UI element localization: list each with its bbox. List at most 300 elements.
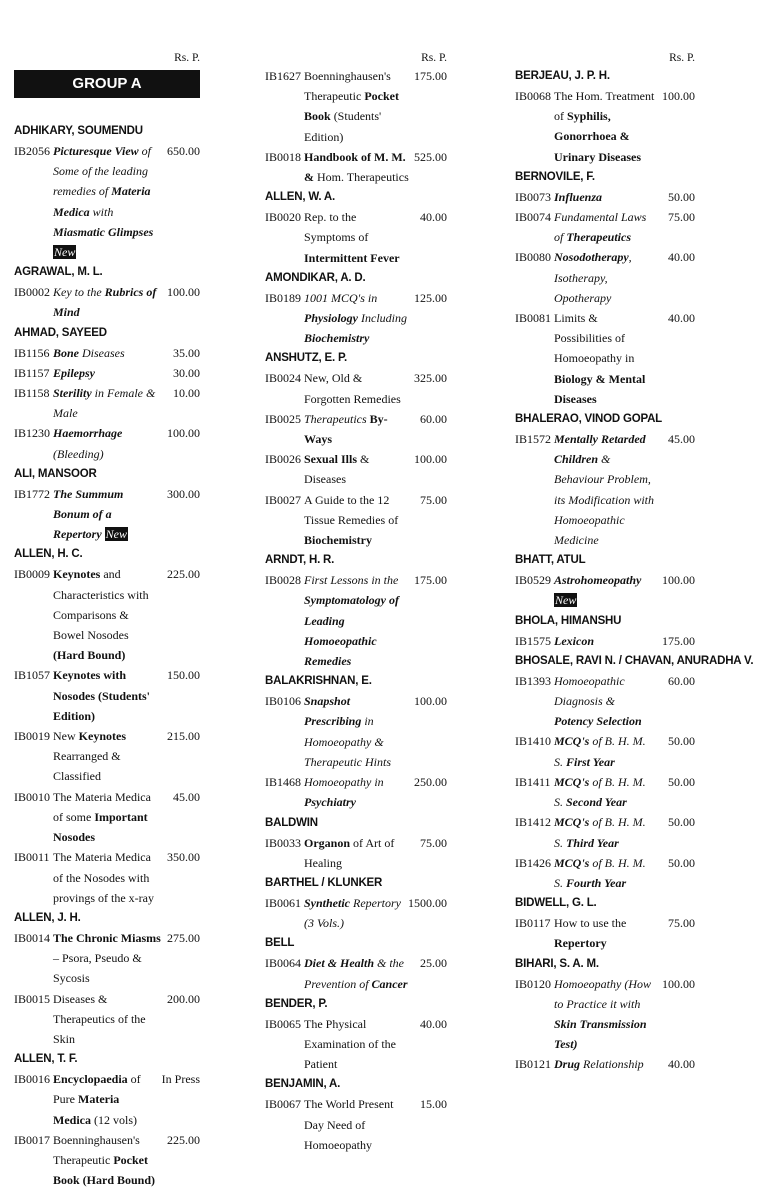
title-fragment: in Female & Male bbox=[53, 386, 156, 421]
book-price: 75.00 bbox=[668, 916, 695, 931]
author-name: BHALERAO, VINOD GOPAL bbox=[515, 413, 663, 426]
book-price: 10.00 bbox=[173, 386, 200, 401]
title-fragment: The Chronic Miasms bbox=[53, 930, 161, 945]
book-price: 225.00 bbox=[167, 1132, 200, 1147]
book-entry bbox=[515, 187, 695, 207]
book-price: 100.00 bbox=[167, 285, 200, 300]
title-fragment: Synthetic bbox=[304, 895, 351, 910]
title-fragment: , Isotherapy, Opotherapy bbox=[554, 250, 632, 305]
book-code: IB0011 bbox=[14, 850, 50, 865]
book-code: IB0016 bbox=[14, 1072, 50, 1087]
book-code: IB0020 bbox=[265, 210, 301, 225]
book-title bbox=[53, 1130, 166, 1190]
book-title bbox=[554, 631, 661, 651]
title-fragment: (12 vols) bbox=[91, 1112, 137, 1127]
book-code: IB0073 bbox=[515, 189, 551, 204]
title-fragment: The Physical Examination of the Patient bbox=[304, 1016, 396, 1072]
book-entry bbox=[515, 631, 695, 651]
title-fragment: Repertory bbox=[554, 936, 607, 951]
book-title bbox=[304, 288, 413, 349]
author-name: BHOSALE, RAVI N. / CHAVAN, ANURADHA V. bbox=[515, 654, 754, 667]
title-fragment: How to use the bbox=[554, 916, 627, 931]
title-fragment: with bbox=[89, 204, 114, 219]
book-price: 100.00 bbox=[167, 426, 200, 441]
title-fragment: Syphilis, Gonorrhoea & Urinary Diseases bbox=[554, 109, 641, 164]
book-code: IB0019 bbox=[14, 729, 50, 744]
title-fragment: Limits & Possibilities of Homoeopathy in bbox=[554, 311, 635, 366]
book-title bbox=[53, 564, 166, 665]
title-fragment: Keynotes with Nosodes (Students' Edition) bbox=[53, 668, 151, 723]
book-price: 40.00 bbox=[420, 1016, 447, 1031]
book-entry bbox=[14, 383, 200, 423]
title-fragment: (Students' Edition) bbox=[304, 109, 382, 144]
title-fragment: Skin Transmission Test) bbox=[554, 1016, 647, 1052]
book-entry bbox=[14, 423, 200, 463]
author-name: BHATT, ATUL bbox=[515, 554, 586, 567]
book-code: IB0081 bbox=[515, 311, 551, 326]
book-title bbox=[53, 282, 166, 322]
book-entry bbox=[515, 671, 695, 732]
title-fragment: Mentally Retarded Children bbox=[554, 432, 646, 467]
title-fragment: Miasmatic Glimpses bbox=[53, 224, 154, 239]
book-title bbox=[53, 989, 166, 1050]
book-entry bbox=[14, 787, 200, 848]
book-entry bbox=[265, 893, 447, 933]
book-entry bbox=[14, 1069, 200, 1130]
title-fragment: Epilepsy bbox=[53, 365, 95, 380]
title-fragment: Therapeutics bbox=[304, 411, 370, 426]
book-entry bbox=[14, 989, 200, 1050]
title-fragment: MCQ's bbox=[554, 734, 590, 749]
book-code: IB1411 bbox=[515, 774, 551, 789]
title-fragment: Symptomatology of Leading Homoeopathic Remedies bbox=[304, 593, 399, 669]
book-title bbox=[554, 207, 661, 247]
book-entry bbox=[265, 368, 447, 408]
title-fragment: Picturesque View bbox=[53, 144, 139, 158]
title-fragment: Including bbox=[358, 311, 407, 326]
title-fragment: Organon bbox=[304, 835, 351, 850]
author-name: ADHIKARY, SOUMENDU bbox=[14, 125, 143, 137]
book-price: 225.00 bbox=[167, 567, 200, 582]
title-fragment: Potency Selection bbox=[554, 714, 642, 729]
book-price: In Press bbox=[161, 1072, 200, 1087]
title-fragment: Key to the bbox=[53, 285, 105, 300]
title-fragment: Nosodotherapy bbox=[554, 250, 629, 265]
title-fragment: Diseases bbox=[79, 345, 125, 360]
book-price: 50.00 bbox=[668, 774, 695, 789]
title-fragment: Handbook of M. M. & bbox=[304, 149, 406, 185]
book-entry bbox=[14, 484, 200, 545]
book-entry bbox=[14, 343, 200, 363]
book-title bbox=[304, 570, 413, 671]
entry-list bbox=[515, 66, 754, 1075]
title-fragment: Homoeopathy in bbox=[304, 775, 384, 790]
book-price: 45.00 bbox=[173, 789, 200, 804]
new-badge: New bbox=[54, 245, 76, 260]
book-price: 350.00 bbox=[167, 850, 200, 865]
title-fragment: of Art of Healing bbox=[304, 835, 395, 870]
book-price: 100.00 bbox=[414, 694, 447, 709]
book-title bbox=[554, 308, 661, 409]
author-name: ARNDT, H. R. bbox=[265, 554, 335, 567]
book-entry bbox=[515, 570, 695, 610]
author-name: AGRAWAL, M. L. bbox=[14, 266, 103, 279]
title-fragment: Intermittent Fever bbox=[304, 250, 400, 265]
title-fragment: & Behaviour Problem, its Modification with Homoeopathic Medicine bbox=[554, 452, 655, 548]
entry-list bbox=[14, 121, 200, 1190]
book-code: IB1627 bbox=[265, 69, 301, 83]
title-fragment: Third Year bbox=[566, 835, 619, 850]
book-price: 100.00 bbox=[662, 573, 695, 588]
title-fragment: Fourth Year bbox=[566, 875, 627, 890]
author-name: BALAKRISHNAN, E. bbox=[265, 675, 372, 688]
book-price: 50.00 bbox=[668, 734, 695, 749]
book-title bbox=[304, 449, 413, 489]
author-name: BARTHEL / KLUNKER bbox=[265, 876, 383, 889]
book-title bbox=[304, 691, 413, 772]
author-name: BENDER, P. bbox=[265, 997, 328, 1010]
author-name: BIHARI, S. A. M. bbox=[515, 957, 599, 970]
book-price: 40.00 bbox=[668, 250, 695, 265]
title-fragment: Repertory (3 Vols.) bbox=[304, 895, 401, 931]
book-code: IB0074 bbox=[515, 210, 551, 225]
book-price: 125.00 bbox=[414, 290, 447, 305]
title-fragment: of B. H. M. S. bbox=[554, 855, 646, 890]
book-price: 35.00 bbox=[173, 345, 200, 360]
book-price: 100.00 bbox=[662, 89, 695, 103]
book-title bbox=[304, 490, 413, 551]
book-entry bbox=[265, 691, 447, 772]
author-name: ALLEN, H. C. bbox=[14, 548, 83, 561]
author-name: BELL bbox=[265, 937, 295, 950]
title-fragment: – Psora, Pseudo & Sycosis bbox=[53, 951, 142, 986]
book-entry bbox=[515, 429, 695, 550]
book-code: IB0068 bbox=[515, 89, 551, 103]
book-entry bbox=[14, 847, 200, 908]
book-entry bbox=[515, 1054, 695, 1074]
book-price: 1500.00 bbox=[408, 895, 447, 910]
book-code: IB1156 bbox=[14, 345, 50, 360]
title-fragment: in Homoeopathy & Therapeutic Hints bbox=[304, 714, 391, 769]
title-fragment: Psychiatry bbox=[304, 795, 356, 810]
book-title bbox=[304, 409, 413, 449]
book-price: 175.00 bbox=[414, 69, 447, 83]
book-title bbox=[304, 147, 413, 187]
title-fragment: Snapshot Prescribing bbox=[304, 694, 362, 729]
book-code: IB0189 bbox=[265, 290, 301, 305]
book-entry bbox=[265, 833, 447, 873]
title-fragment: First Lessons in the bbox=[304, 573, 399, 588]
book-entry bbox=[14, 928, 200, 989]
book-code: IB0010 bbox=[14, 789, 50, 804]
author-name: ANSHUTZ, E. P. bbox=[265, 352, 347, 365]
book-code: IB0018 bbox=[265, 149, 301, 164]
title-fragment: and Characteristics with Comparisons & Bowel Nosodes bbox=[53, 567, 149, 643]
book-title bbox=[554, 731, 661, 771]
book-price: 175.00 bbox=[414, 573, 447, 588]
title-fragment: Sexual Ills bbox=[304, 452, 358, 467]
title-fragment: Bone bbox=[53, 345, 80, 360]
title-fragment: New, Old & Forgotten Remedies bbox=[304, 371, 401, 406]
book-code: IB0028 bbox=[265, 573, 301, 588]
title-fragment: Rubrics of Mind bbox=[53, 285, 157, 320]
title-fragment: Important Nosodes bbox=[53, 809, 148, 845]
title-fragment: A Guide to the 12 Tissue Remedies of bbox=[304, 492, 399, 527]
book-price: 40.00 bbox=[668, 1057, 695, 1072]
book-title bbox=[53, 787, 166, 848]
book-title bbox=[554, 812, 661, 852]
title-fragment: of B. H. M. S. bbox=[554, 815, 646, 850]
book-price: 15.00 bbox=[420, 1097, 447, 1112]
book-entry bbox=[515, 772, 695, 812]
book-entry bbox=[265, 772, 447, 812]
title-fragment: The Hom. Treatment of bbox=[554, 89, 655, 124]
book-code: IB0025 bbox=[265, 411, 301, 426]
author-name: BALDWIN bbox=[265, 816, 318, 829]
book-code: IB0120 bbox=[515, 976, 551, 991]
book-entry bbox=[265, 147, 447, 187]
title-fragment: Materia Medica bbox=[53, 184, 151, 219]
author-name: ALI, MANSOOR bbox=[14, 467, 97, 480]
book-title bbox=[53, 383, 166, 423]
book-title bbox=[554, 247, 661, 308]
book-entry bbox=[515, 812, 695, 852]
title-fragment: Homoeopathy (How to Practice it with bbox=[554, 976, 651, 1011]
title-fragment: Physiology bbox=[304, 311, 358, 326]
title-fragment: (Bleeding) bbox=[53, 446, 104, 461]
title-fragment: Rearranged & Classified bbox=[53, 749, 121, 784]
book-entry bbox=[14, 564, 200, 665]
book-title bbox=[304, 1094, 413, 1155]
title-fragment: Pocket Book bbox=[304, 89, 399, 124]
book-code: IB0027 bbox=[265, 492, 301, 507]
book-entry bbox=[515, 731, 695, 771]
book-title bbox=[554, 1054, 661, 1074]
book-title bbox=[304, 893, 408, 933]
title-fragment: of Some of the leading remedies of bbox=[53, 144, 152, 199]
book-title bbox=[53, 343, 166, 363]
book-code: IB1412 bbox=[515, 815, 551, 830]
book-code: IB1468 bbox=[265, 775, 301, 790]
title-fragment: Materia Medica bbox=[53, 1092, 120, 1127]
book-title bbox=[554, 187, 661, 207]
title-fragment: The Summum Bonum of a Repertory bbox=[53, 486, 124, 542]
title-fragment: MCQ's bbox=[554, 855, 590, 870]
book-title bbox=[554, 429, 661, 550]
book-entry bbox=[265, 449, 447, 489]
book-entry bbox=[14, 1130, 200, 1190]
book-title bbox=[554, 570, 661, 610]
book-price: 325.00 bbox=[414, 371, 447, 386]
book-price: 40.00 bbox=[420, 210, 447, 225]
book-title bbox=[304, 833, 413, 873]
price-header: Rs. P. bbox=[421, 52, 447, 64]
title-fragment: Relationship bbox=[580, 1057, 644, 1072]
book-price: 275.00 bbox=[167, 930, 200, 945]
price-header: Rs. P. bbox=[669, 52, 695, 64]
book-entry bbox=[515, 974, 695, 1055]
book-code: IB0015 bbox=[14, 991, 50, 1006]
book-title bbox=[304, 66, 413, 147]
book-price: 60.00 bbox=[420, 411, 447, 426]
book-price: 25.00 bbox=[420, 956, 447, 971]
author-name: BERNOVILE, F. bbox=[515, 170, 595, 183]
book-code: IB1426 bbox=[515, 855, 551, 870]
book-code: IB0014 bbox=[14, 930, 50, 945]
book-price: 100.00 bbox=[414, 452, 447, 467]
book-price: 525.00 bbox=[414, 149, 447, 164]
title-fragment: Astrohomeopathy bbox=[554, 573, 642, 588]
book-entry bbox=[515, 853, 695, 893]
book-code: IB0033 bbox=[265, 835, 301, 850]
book-price: 75.00 bbox=[420, 835, 447, 850]
book-price: 75.00 bbox=[420, 492, 447, 507]
book-entry bbox=[265, 66, 447, 147]
book-code: IB1572 bbox=[515, 432, 551, 447]
title-fragment: Boenninghausen's Therapeutic bbox=[304, 69, 391, 104]
title-fragment: Lexicon bbox=[554, 633, 594, 648]
title-fragment: of B. H. M. S. bbox=[554, 734, 646, 769]
book-title bbox=[53, 423, 166, 463]
title-fragment: Therapeutics bbox=[566, 230, 632, 245]
title-fragment: Rep. to the Symptoms of bbox=[304, 210, 369, 245]
title-fragment: Biology & Mental Diseases bbox=[554, 371, 646, 406]
title-fragment: Biochemistry bbox=[304, 533, 372, 548]
book-entry bbox=[265, 288, 447, 349]
title-fragment: Pocket Book (Hard Bound) bbox=[53, 1152, 156, 1188]
book-title bbox=[554, 974, 661, 1055]
book-code: IB1575 bbox=[515, 633, 551, 648]
book-code: IB1772 bbox=[14, 486, 50, 501]
book-price: 60.00 bbox=[668, 673, 695, 688]
title-fragment: & the Prevention of bbox=[304, 956, 404, 991]
title-fragment: Second Year bbox=[566, 795, 627, 810]
book-entry bbox=[265, 490, 447, 551]
title-fragment: First Year bbox=[566, 754, 615, 769]
title-fragment: Fundamental Laws of bbox=[554, 210, 647, 245]
group-heading: GROUP A bbox=[14, 70, 200, 98]
book-title bbox=[53, 363, 166, 383]
author-name: BERJEAU, J. P. H. bbox=[515, 70, 610, 82]
title-fragment: Homoeopathic Diagnosis & bbox=[554, 673, 625, 709]
author-name: AMONDIKAR, A. D. bbox=[265, 271, 366, 284]
book-title bbox=[53, 1069, 162, 1130]
author-name: ALLEN, J. H. bbox=[14, 911, 81, 924]
book-price: 50.00 bbox=[668, 189, 695, 204]
title-fragment: By-Ways bbox=[304, 411, 388, 447]
title-fragment: Diseases & Therapeutics of the Skin bbox=[53, 991, 146, 1046]
title-fragment: of Pure bbox=[53, 1072, 141, 1107]
book-entry bbox=[14, 282, 200, 322]
book-title bbox=[53, 726, 166, 787]
title-fragment: Encyclopaedia bbox=[53, 1072, 128, 1087]
book-title bbox=[304, 1014, 413, 1075]
book-code: IB0529 bbox=[515, 573, 551, 588]
book-entry bbox=[14, 141, 200, 262]
title-fragment: Diet & Health bbox=[304, 956, 374, 971]
book-entry bbox=[515, 207, 695, 247]
book-code: IB0024 bbox=[265, 371, 301, 386]
title-fragment: (Hard Bound) bbox=[53, 648, 126, 663]
book-price: 100.00 bbox=[662, 976, 695, 991]
book-price: 30.00 bbox=[173, 365, 200, 380]
book-title bbox=[53, 847, 166, 908]
book-price: 300.00 bbox=[167, 486, 200, 501]
book-entry bbox=[515, 913, 695, 953]
book-price: 50.00 bbox=[668, 855, 695, 870]
title-fragment: Cancer bbox=[371, 976, 408, 991]
title-fragment: MCQ's bbox=[554, 815, 590, 830]
book-price: 200.00 bbox=[167, 991, 200, 1006]
title-fragment: The World Present Day Need of Homoeopathy bbox=[304, 1097, 394, 1152]
book-code: IB2056 bbox=[14, 144, 50, 158]
catalog-column-3 bbox=[515, 50, 754, 1075]
title-fragment: Keynotes bbox=[53, 567, 101, 582]
book-code: IB0002 bbox=[14, 285, 50, 300]
author-name: BHOLA, HIMANSHU bbox=[515, 614, 622, 627]
title-fragment: The Materia Medica of the Nosodes with provings of the x-ray bbox=[53, 850, 154, 905]
book-price: 250.00 bbox=[414, 775, 447, 790]
book-code: IB1158 bbox=[14, 386, 50, 401]
book-entry bbox=[14, 726, 200, 787]
book-code: IB0121 bbox=[515, 1057, 551, 1072]
book-entry bbox=[265, 1014, 447, 1075]
book-title bbox=[304, 207, 413, 268]
book-title bbox=[304, 953, 413, 993]
catalog-column-1 bbox=[14, 50, 200, 1190]
book-price: 75.00 bbox=[668, 210, 695, 225]
book-entry bbox=[265, 1094, 447, 1155]
book-code: IB1230 bbox=[14, 426, 50, 441]
new-badge: New bbox=[105, 527, 127, 542]
title-fragment: Drug bbox=[554, 1057, 581, 1072]
book-title bbox=[554, 86, 661, 167]
book-entry bbox=[14, 665, 200, 726]
book-entry bbox=[265, 207, 447, 268]
title-fragment: Haemorrhage bbox=[53, 426, 123, 441]
book-code: IB0009 bbox=[14, 567, 50, 582]
catalog-column-2 bbox=[265, 50, 447, 1155]
book-price: 150.00 bbox=[167, 668, 200, 683]
book-price: 175.00 bbox=[662, 633, 695, 648]
book-entry bbox=[265, 953, 447, 993]
book-title bbox=[554, 913, 661, 953]
title-fragment: Boenninghausen's Therapeutic bbox=[53, 1132, 140, 1167]
book-price: 40.00 bbox=[668, 311, 695, 326]
title-fragment: Hom. Therapeutics bbox=[314, 170, 409, 185]
book-price: 215.00 bbox=[167, 729, 200, 744]
title-fragment: 1001 MCQ's in bbox=[304, 290, 378, 305]
book-title bbox=[304, 772, 413, 812]
title-fragment: & Diseases bbox=[304, 452, 370, 487]
book-code: IB0080 bbox=[515, 250, 551, 265]
book-price: 45.00 bbox=[668, 432, 695, 447]
title-fragment: Sterility bbox=[53, 386, 92, 401]
title-fragment: New bbox=[53, 729, 79, 744]
book-code: IB0117 bbox=[515, 916, 551, 931]
author-name: ALLEN, W. A. bbox=[265, 191, 336, 204]
book-entry bbox=[265, 409, 447, 449]
book-code: IB0067 bbox=[265, 1097, 301, 1112]
book-code: IB1057 bbox=[14, 668, 50, 683]
author-name: BENJAMIN, A. bbox=[265, 1078, 341, 1091]
title-fragment: Keynotes bbox=[78, 729, 126, 744]
price-header: Rs. P. bbox=[174, 52, 200, 64]
book-entry bbox=[515, 247, 695, 308]
book-code: IB0026 bbox=[265, 452, 301, 467]
book-price: 50.00 bbox=[668, 815, 695, 830]
book-code: IB1157 bbox=[14, 365, 50, 380]
